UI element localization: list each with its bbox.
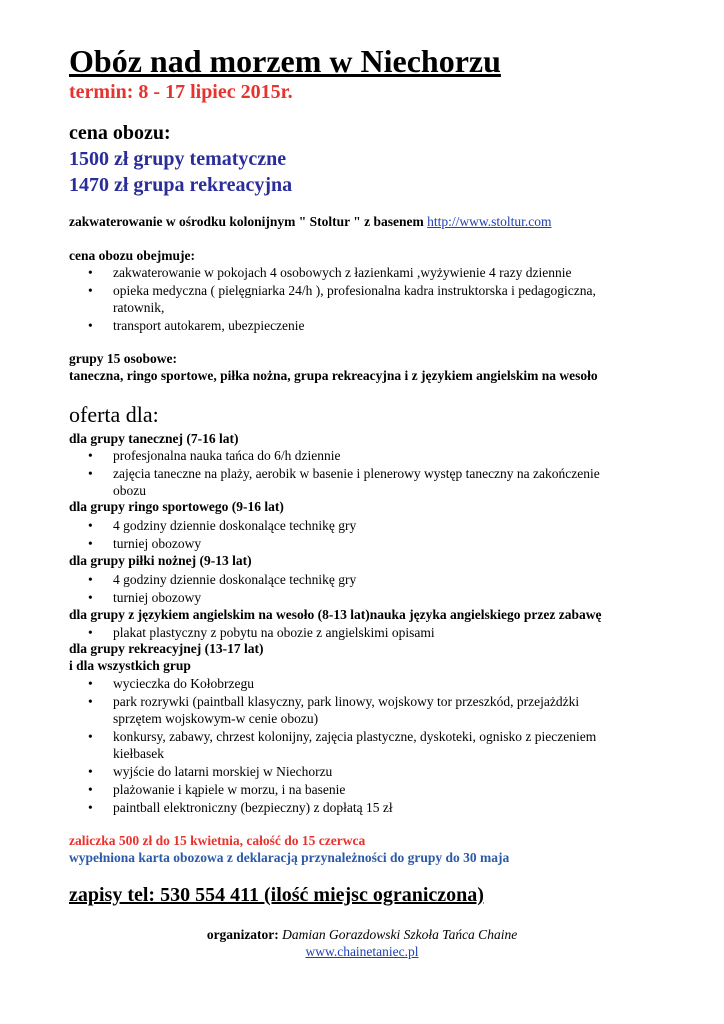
bullet-icon: • xyxy=(88,466,93,481)
bullet-icon: • xyxy=(88,764,93,779)
list-item-text: turniej obozowy xyxy=(113,536,202,551)
bullet-icon: • xyxy=(88,265,93,280)
list-item-text: konkursy, zabawy, chrzest kolonijny, zajęcia plastyczne, dyskoteki, ognisko z pieczeniem xyxy=(113,729,597,744)
bullet-icon: • xyxy=(88,572,93,587)
page-title: Obóz nad morzem w Niechorzu xyxy=(69,43,501,79)
list-item-text: wyjście do latarni morskiej w Niechorzu xyxy=(113,764,333,779)
organizer-line xyxy=(0,926,724,943)
list-item-text: paintball elektroniczny (bezpieczny) z dopłatą 15 zł xyxy=(113,800,393,815)
groups-heading: grupy 15 osobowe: xyxy=(69,351,178,366)
bullet-icon: • xyxy=(88,536,93,551)
bullet-icon: • xyxy=(88,676,93,691)
groups-list: taneczna, ringo sportowe, piłka nożna, grupa rekreacyjna i z językiem angielskim na wesoło xyxy=(69,368,598,383)
signup-phone: zapisy tel: 530 554 411 (ilość miejsc ograniczona) xyxy=(69,884,484,906)
price-recreation: 1470 zł grupa rekreacyjna xyxy=(69,174,293,196)
list-item-text: plażowanie i kąpiele w morzu, i na basenie xyxy=(113,782,346,797)
list-item-text: sprzętem wojskowym-w cenie obozu) xyxy=(113,711,319,726)
bullet-icon: • xyxy=(88,729,93,744)
organizer-name: Damian Gorazdowski Szkoła Tańca Chaine xyxy=(278,927,518,942)
list-item-text: profesjonalna nauka tańca do 6/h dziennie xyxy=(113,448,341,463)
camp-dates: termin: 8 - 17 lipiec 2015r. xyxy=(69,81,293,103)
accommodation-line xyxy=(69,213,552,230)
organizer-label: organizator: xyxy=(206,927,279,942)
dance-heading: dla grupy tanecznej (7-16 lat) xyxy=(69,431,239,446)
list-item-text: transport autokarem, ubezpieczenie xyxy=(113,318,305,333)
bullet-icon: • xyxy=(88,448,93,463)
football-heading: dla grupy piłki nożnej (9-13 lat) xyxy=(69,553,252,568)
list-item-text: obozu xyxy=(113,483,146,498)
list-item-text: opieka medyczna ( pielęgniarka 24/h ), profesionalna kadra instruktorska i pedagogiczna, xyxy=(113,283,596,298)
list-item-text: zajęcia taneczne na plaży, aerobik w basenie i plenerowy występ taneczny na zakończenie xyxy=(113,466,600,481)
list-item-text: kiełbasek xyxy=(113,746,164,761)
list-item-text: ratownik, xyxy=(113,300,165,315)
price-thematic: 1500 zł grupy tematyczne xyxy=(69,148,287,170)
list-item-text: 4 godziny dziennie doskonalące technikę gry xyxy=(113,572,357,587)
deposit-note: zaliczka 500 zł do 15 kwietnia, całość do 15 czerwca xyxy=(69,833,366,848)
stoltur-link[interactable]: http://www.stoltur.com xyxy=(427,214,552,229)
includes-heading: cena obozu obejmuje: xyxy=(69,248,195,263)
bullet-icon: • xyxy=(88,518,93,533)
list-item-text: 4 godziny dziennie doskonalące technikę gry xyxy=(113,518,357,533)
list-item-text: zakwaterowanie w pokojach 4 osobowych z łazienkami ,wyżywienie 4 razy dziennie xyxy=(113,265,572,280)
website-line xyxy=(0,943,724,960)
bullet-icon: • xyxy=(88,782,93,797)
list-item-text: plakat plastyczny z pobytu na obozie z angielskimi opisami xyxy=(113,625,435,640)
price-heading: cena obozu: xyxy=(69,122,171,144)
bullet-icon: • xyxy=(88,694,93,709)
ringo-heading: dla grupy ringo sportowego (9-16 lat) xyxy=(69,499,284,514)
all-groups-heading: i dla wszystkich grup xyxy=(69,658,191,673)
bullet-icon: • xyxy=(88,800,93,815)
bullet-icon: • xyxy=(88,318,93,333)
list-item-text: wycieczka do Kołobrzegu xyxy=(113,676,254,691)
recreation-heading: dla grupy rekreacyjnej (13-17 lat) xyxy=(69,641,264,656)
list-item-text: park rozrywki (paintball klasyczny, park linowy, wojskowy tor przeszkód, przejażdżki xyxy=(113,694,580,709)
bullet-icon: • xyxy=(88,590,93,605)
accommodation-text: zakwaterowanie w ośrodku kolonijnym " Stoltur " z basenem xyxy=(69,214,428,229)
website-link[interactable]: www.chainetaniec.pl xyxy=(305,944,419,959)
list-item-text: turniej obozowy xyxy=(113,590,202,605)
form-deadline-note: wypełniona karta obozowa z deklaracją przynależności do grupy do 30 maja xyxy=(69,850,510,865)
bullet-icon: • xyxy=(88,283,93,298)
english-heading: dla grupy z językiem angielskim na wesoło (8-13 lat)nauka języka angielskiego przez zabawę xyxy=(69,607,602,622)
bullet-icon: • xyxy=(88,625,93,640)
offer-heading: oferta dla: xyxy=(69,402,159,427)
